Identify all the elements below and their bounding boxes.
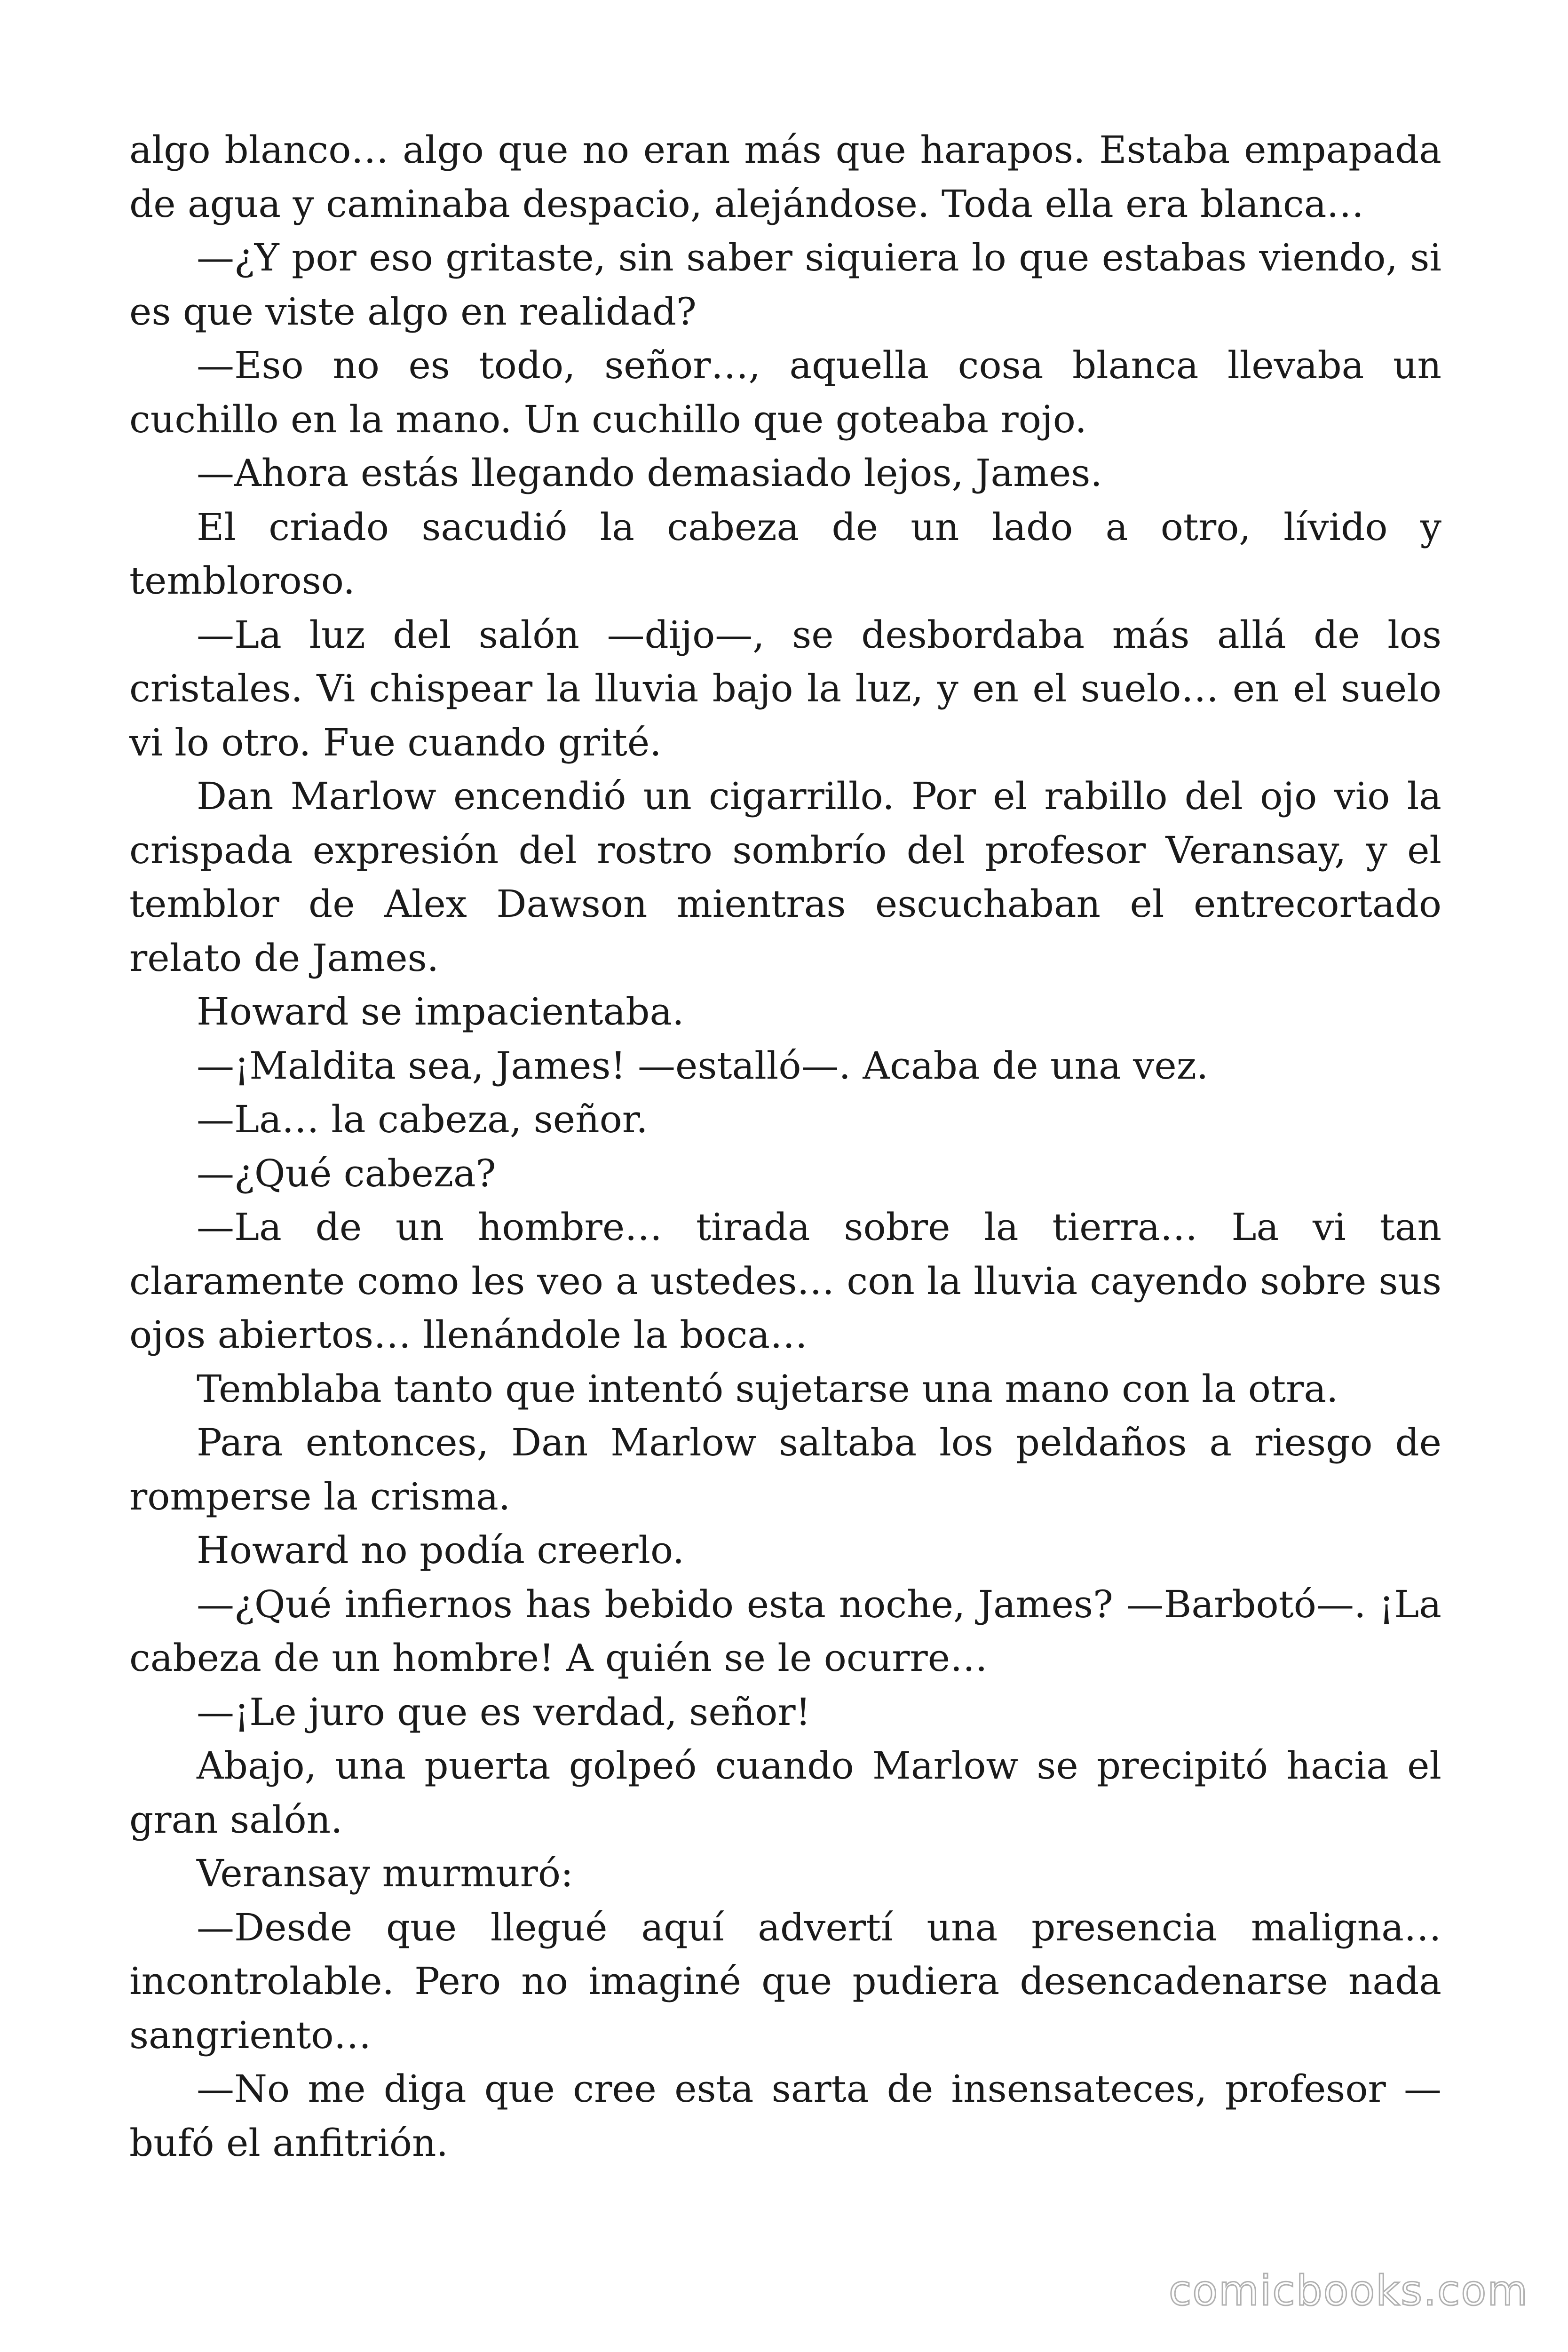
paragraph: —¿Qué infiernos has bebido esta noche, James? —Barbotó—. ¡La cabeza de un hombre! A quién se le ocurre… [129, 1582, 1441, 1680]
paragraph: —La de un hombre… tirada sobre la tierra… La vi tan claramente como les veo a ustedes… con la lluvia cayendo sobre sus ojos abiertos… llenándole la boca… [129, 1205, 1441, 1357]
paragraph: Dan Marlow encendió un cigarrillo. Por el rabillo del ojo vio la crispada expresión del rostro sombrío del profesor Veransay, y el temblor de Alex Dawson mientras escuchaban el entrecortado relato de James. [129, 774, 1441, 980]
paragraph: Temblaba tanto que intentó sujetarse una mano con la otra. [197, 1367, 1338, 1411]
paragraph: Abajo, una puerta golpeó cuando Marlow se precipitó hacia el gran salón. [129, 1744, 1441, 1842]
paragraph: algo blanco… algo que no eran más que harapos. Estaba empapada de agua y caminaba despacio, alejándose. Toda ella era blanca… [129, 128, 1441, 226]
paragraph: —¿Qué cabeza? [197, 1151, 496, 1195]
paragraph: Veransay murmuró: [197, 1851, 573, 1895]
paragraph: —Eso no es todo, señor…, aquella cosa blanca llevaba un cuchillo en la mano. Un cuchillo que goteaba rojo. [129, 343, 1441, 441]
paragraph: Howard no podía creerlo. [197, 1528, 685, 1572]
paragraph: —¡Maldita sea, James! —estalló—. Acaba de una vez. [197, 1043, 1209, 1088]
page-text [129, 123, 1441, 2170]
paragraph: —La luz del salón —dijo—, se desbordaba más allá de los cristales. Vi chispear la lluvia bajo la luz, y en el suelo… en el suelo vi lo otro. Fue cuando grité. [129, 612, 1441, 764]
paragraph: Para entonces, Dan Marlow saltaba los peldaños a riesgo de romperse la crisma. [129, 1421, 1441, 1518]
paragraph: El criado sacudió la cabeza de un lado a otro, lívido y tembloroso. [129, 505, 1441, 603]
paragraph: Howard se impacientaba. [197, 990, 684, 1033]
paragraph: —La… la cabeza, señor. [197, 1097, 648, 1141]
paragraph: —¿Y por eso gritaste, sin saber siquiera lo que estabas viendo, si es que viste algo en realidad? [129, 236, 1441, 334]
paragraph: —Desde que llegué aquí advertí una presencia maligna… incontrolable. Pero no imaginé que pudiera desencadenarse nada sangriento… [129, 1905, 1441, 2057]
paragraph: —No me diga que cree esta sarta de insensateces, profesor —bufó el anfitrión. [129, 2067, 1441, 2165]
paragraph: —Ahora estás llegando demasiado lejos, James. [197, 451, 1102, 495]
watermark: comicbooks.com [1168, 2266, 1528, 2315]
paragraph: —¡Le juro que es verdad, señor! [197, 1690, 811, 1734]
